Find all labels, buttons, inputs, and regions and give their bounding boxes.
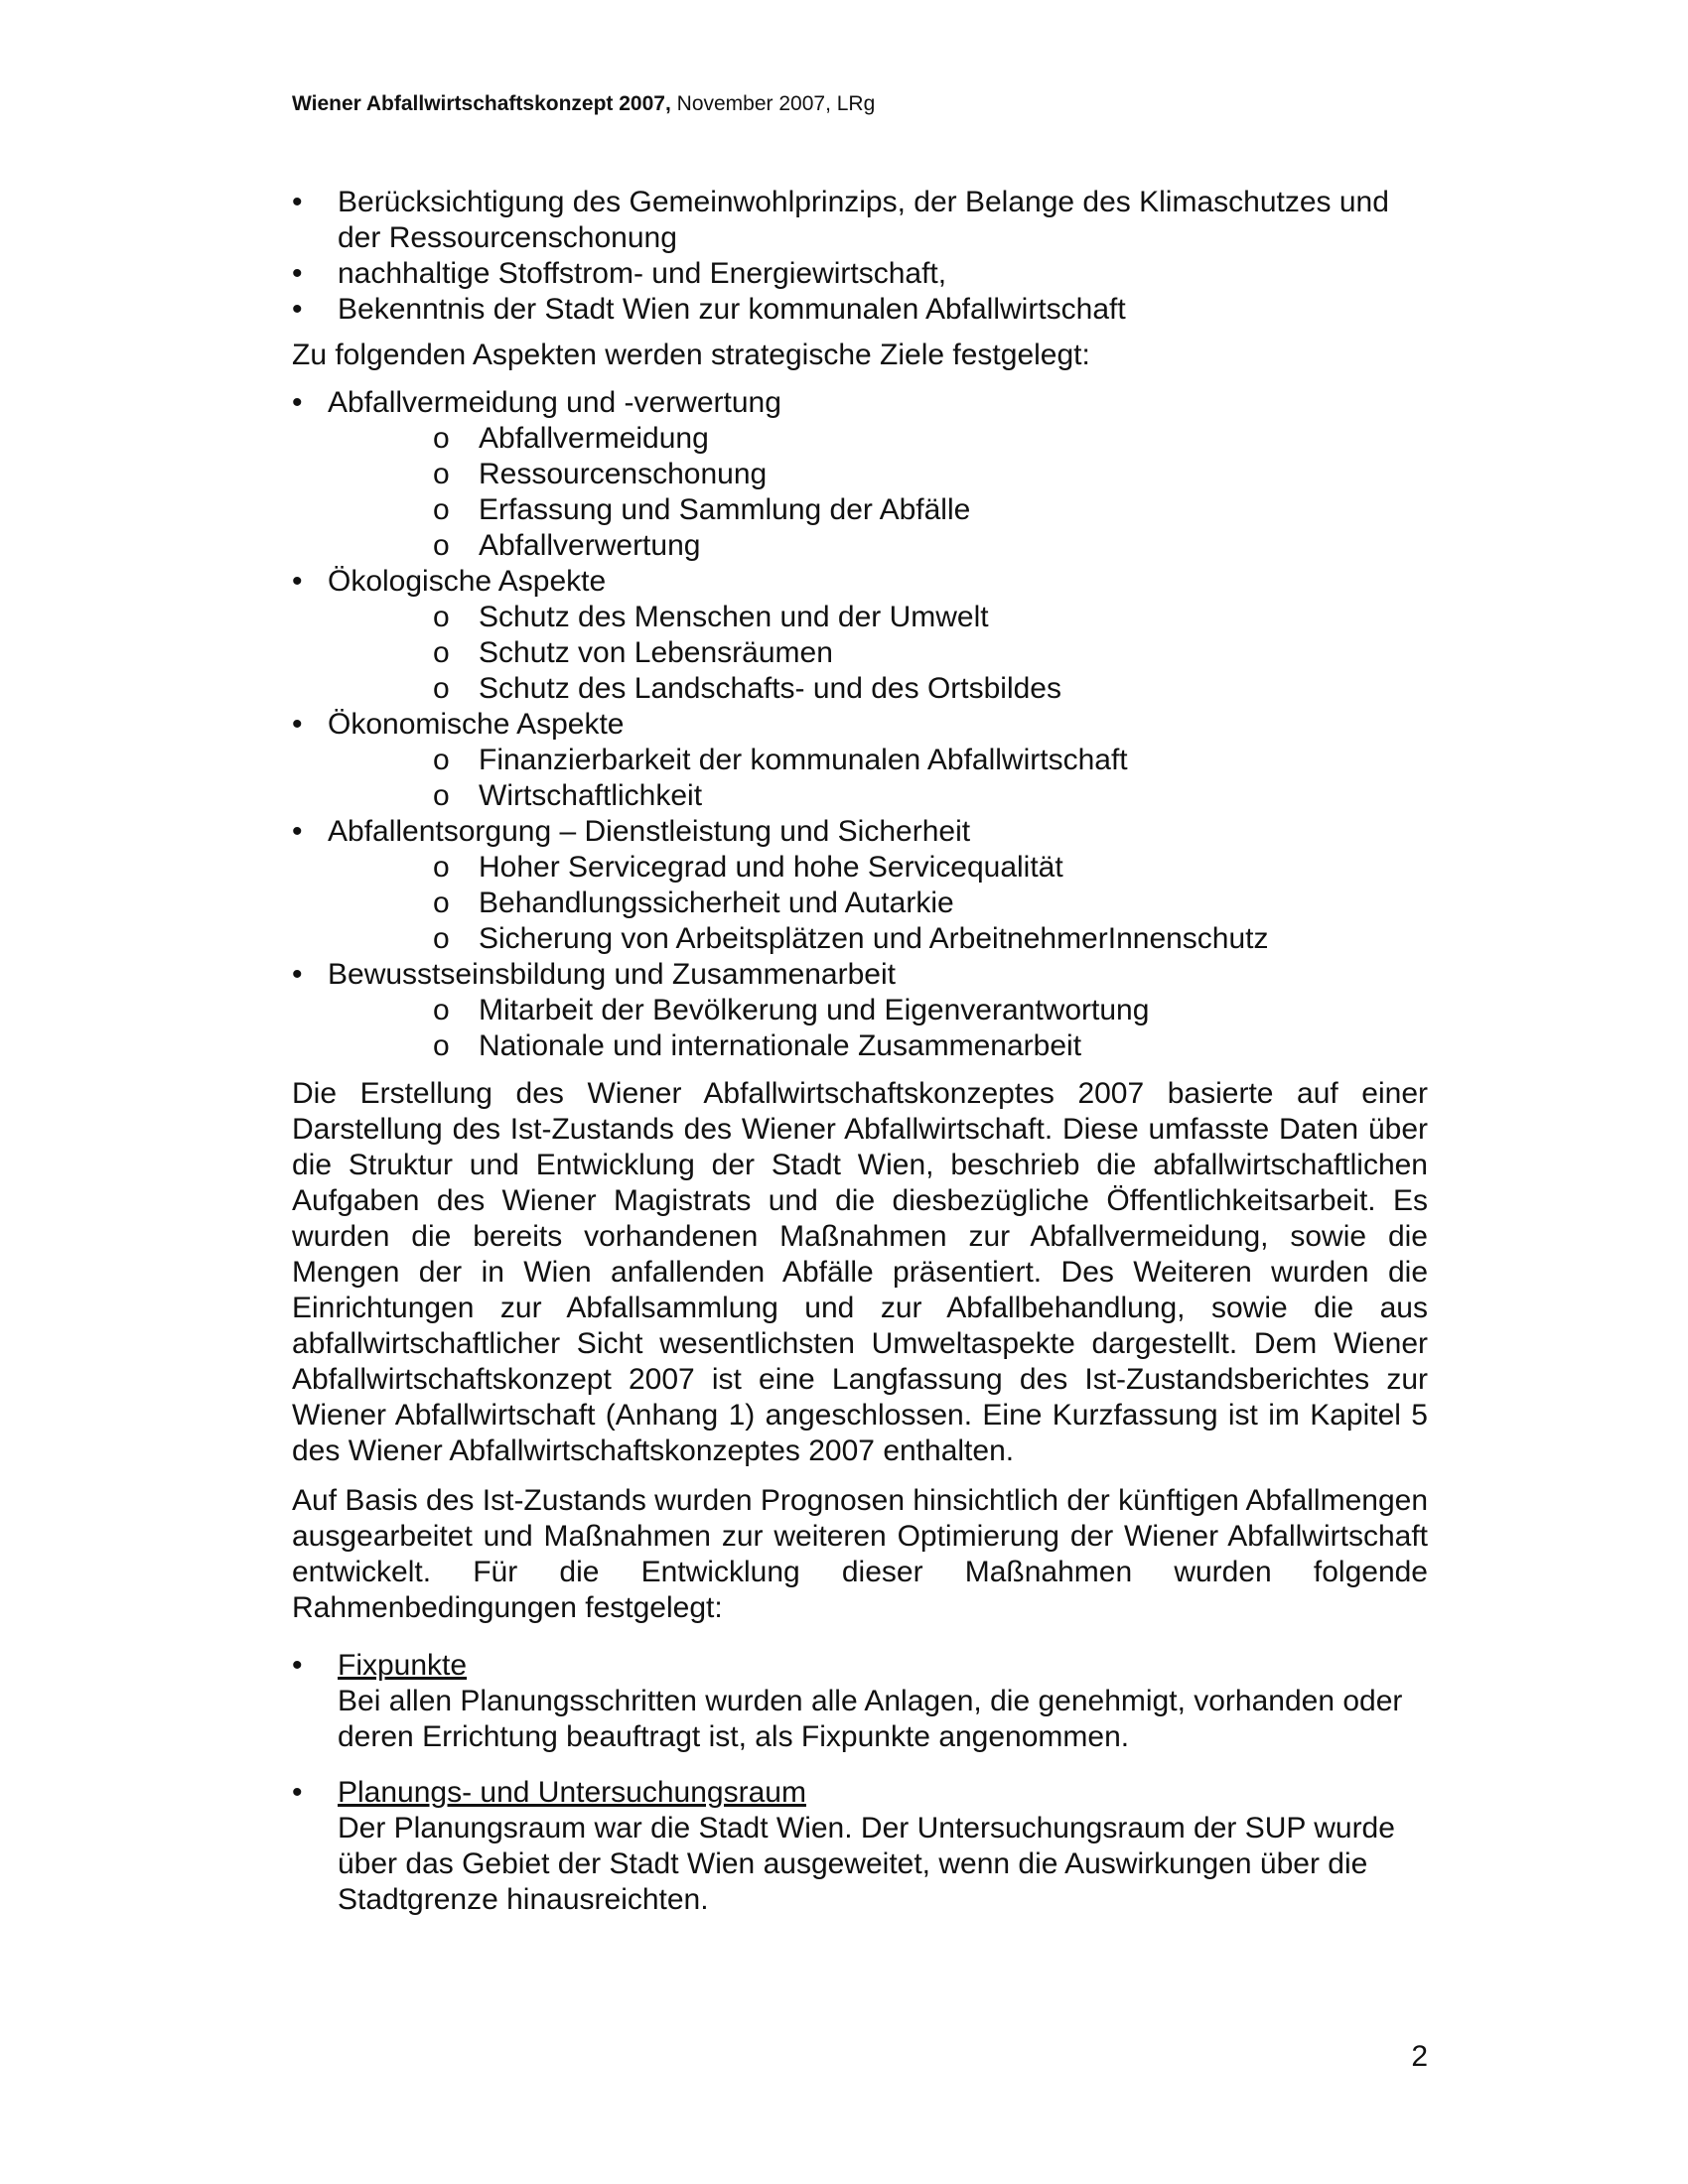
condition-title: Planungs- und Untersuchungsraum bbox=[338, 1776, 806, 1809]
header-date-author: November 2007, LRg bbox=[670, 92, 876, 115]
aspect-label: Abfallvermeidung und -verwertung bbox=[328, 386, 781, 419]
sub-item bbox=[292, 743, 1428, 778]
condition-title: Fixpunkte bbox=[338, 1649, 468, 1682]
sub-item bbox=[292, 528, 1428, 564]
condition-item bbox=[292, 1775, 1428, 1918]
aspect-item bbox=[292, 814, 1428, 850]
sub-bullet-marker: o bbox=[433, 1029, 450, 1062]
sub-bullet-marker: o bbox=[433, 601, 450, 633]
paragraph-prognosen: Auf Basis des Ist-Zustands wurden Prognosen hinsichtlich der künftigen Abfallmengen ausgearbeitet und Maßnahmen zur weiteren Optimierung der Wiener Abfallwirtschaft entwickelt. Für die Entwicklung dieser Maßnahmen wurden folgende Rahmenbedingungen festgelegt: bbox=[292, 1484, 1428, 1624]
aspect-label: Bewusstseinsbildung und Zusammenarbeit bbox=[328, 958, 896, 991]
bullet-marker: • bbox=[292, 186, 303, 218]
intro-bullet-text: Bekenntnis der Stadt Wien zur kommunalen Abfallwirtschaft bbox=[338, 293, 1126, 326]
sub-item-text: Wirtschaftlichkeit bbox=[479, 779, 703, 812]
sub-item-text: Nationale und internationale Zusammenarbeit bbox=[479, 1029, 1082, 1062]
sub-bullet-marker: o bbox=[433, 529, 450, 562]
sub-item-text: Abfallverwertung bbox=[479, 529, 701, 562]
sub-bullet-marker: o bbox=[433, 922, 450, 955]
sub-bullet-marker: o bbox=[433, 779, 450, 812]
sub-item bbox=[292, 1028, 1428, 1064]
sub-item bbox=[292, 886, 1428, 921]
sub-item-text: Hoher Servicegrad und hohe Servicequalität bbox=[479, 851, 1063, 884]
sub-item-text: Erfassung und Sammlung der Abfälle bbox=[479, 493, 971, 526]
sub-item bbox=[292, 635, 1428, 671]
header-title: Wiener Abfallwirtschaftskonzept 2007, bbox=[292, 92, 671, 115]
sub-bullet-marker: o bbox=[433, 493, 450, 526]
condition-item bbox=[292, 1648, 1428, 1755]
sub-item-text: Ressourcenschonung bbox=[479, 458, 768, 490]
bullet-marker: • bbox=[292, 1649, 303, 1682]
sub-item-text: Schutz des Menschen und der Umwelt bbox=[479, 601, 989, 633]
page-number: 2 bbox=[1411, 2040, 1428, 2073]
sub-item-text: Schutz von Lebensräumen bbox=[479, 636, 833, 669]
aspects-intro: Zu folgenden Aspekten werden strategische Ziele festgelegt: bbox=[292, 339, 1090, 371]
sub-item bbox=[292, 850, 1428, 886]
sub-item bbox=[292, 457, 1428, 492]
paragraph-ist-zustand: Die Erstellung des Wiener Abfallwirtschaftskonzeptes 2007 basierte auf einer Darstellung des Ist-Zustands des Wiener Abfallwirtschaft. Diese umfasste Daten über die Struktur und Entwicklung der Stadt Wien, beschrieb die abfallwirtschaftlichen Aufgaben des Wiener Magistrats und die diesbezügliche Öffentlichkeitsarbeit. Es wurden die bereits vorhandenen Maßnahmen zur Abfallvermeidung, sowie die Mengen der in Wien anfallenden Abfälle präsentiert. Des Weiteren wurden die Einrichtungen zur Abfallsammlung und zur Abfallbehandlung, sowie die aus abfallwirtschaftlicher Sicht wesentlichsten Umweltaspekte dargestellt. Dem Wiener Abfallwirtschaftskonzept 2007 ist eine Langfassung des Ist-Zustandsberichtes zur Wiener Abfallwirtschaft (Anhang 1) angeschlossen. Eine Kurzfassung ist im Kapitel 5 des Wiener Abfallwirtschaftskonzeptes 2007 enthalten. bbox=[292, 1077, 1428, 1467]
sub-bullet-marker: o bbox=[433, 672, 450, 705]
bullet-marker: • bbox=[292, 293, 303, 326]
bullet-marker: • bbox=[292, 257, 303, 290]
sub-bullet-marker: o bbox=[433, 994, 450, 1026]
sub-bullet-marker: o bbox=[433, 636, 450, 669]
sub-item bbox=[292, 421, 1428, 457]
aspect-item bbox=[292, 385, 1428, 421]
aspect-item bbox=[292, 707, 1428, 743]
sub-item bbox=[292, 778, 1428, 814]
sub-item bbox=[292, 600, 1428, 635]
aspect-label: Ökonomische Aspekte bbox=[328, 708, 625, 741]
sub-bullet-marker: o bbox=[433, 422, 450, 455]
sub-bullet-marker: o bbox=[433, 458, 450, 490]
aspect-item bbox=[292, 564, 1428, 600]
aspect-item bbox=[292, 957, 1428, 993]
sub-item-text: Schutz des Landschafts- und des Ortsbildes bbox=[479, 672, 1061, 705]
bullet-marker: • bbox=[292, 386, 303, 419]
condition-text: Bei allen Planungsschritten wurden alle Anlagen, die genehmigt, vorhanden oder deren Errichtung beauftragt ist, als Fixpunkte angenommen. bbox=[338, 1685, 1403, 1753]
bullet-marker: • bbox=[292, 1776, 303, 1809]
sub-item-text: Mitarbeit der Bevölkerung und Eigenverantwortung bbox=[479, 994, 1150, 1026]
intro-bullet bbox=[292, 185, 1428, 256]
intro-bullet-text: Berücksichtigung des Gemeinwohlprinzips, der Belange des Klimaschutzes und der Ressourcenschonung bbox=[338, 186, 1389, 254]
sub-item bbox=[292, 993, 1428, 1028]
bullet-marker: • bbox=[292, 815, 303, 848]
bullet-marker: • bbox=[292, 708, 303, 741]
page-body bbox=[292, 185, 1428, 1918]
intro-bullet bbox=[292, 292, 1428, 328]
aspect-label: Ökologische Aspekte bbox=[328, 565, 607, 598]
intro-bullet bbox=[292, 256, 1428, 292]
sub-item bbox=[292, 671, 1428, 707]
sub-item-text: Abfallvermeidung bbox=[479, 422, 709, 455]
sub-item-text: Finanzierbarkeit der kommunalen Abfallwirtschaft bbox=[479, 744, 1128, 776]
sub-bullet-marker: o bbox=[433, 887, 450, 919]
sub-item bbox=[292, 492, 1428, 528]
condition-text: Der Planungsraum war die Stadt Wien. Der Untersuchungsraum der SUP wurde über das Gebiet der Stadt Wien ausgeweitet, wenn die Auswirkungen über die Stadtgrenze hinausreichten. bbox=[338, 1812, 1395, 1916]
sub-item bbox=[292, 921, 1428, 957]
running-header bbox=[292, 91, 875, 117]
intro-bullet-text: nachhaltige Stoffstrom- und Energiewirtschaft, bbox=[338, 257, 947, 290]
sub-bullet-marker: o bbox=[433, 851, 450, 884]
sub-item-text: Behandlungssicherheit und Autarkie bbox=[479, 887, 954, 919]
aspect-label: Abfallentsorgung – Dienstleistung und Sicherheit bbox=[328, 815, 971, 848]
bullet-marker: • bbox=[292, 958, 303, 991]
bullet-marker: • bbox=[292, 565, 303, 598]
sub-item-text: Sicherung von Arbeitsplätzen und ArbeitnehmerInnenschutz bbox=[479, 922, 1269, 955]
sub-bullet-marker: o bbox=[433, 744, 450, 776]
